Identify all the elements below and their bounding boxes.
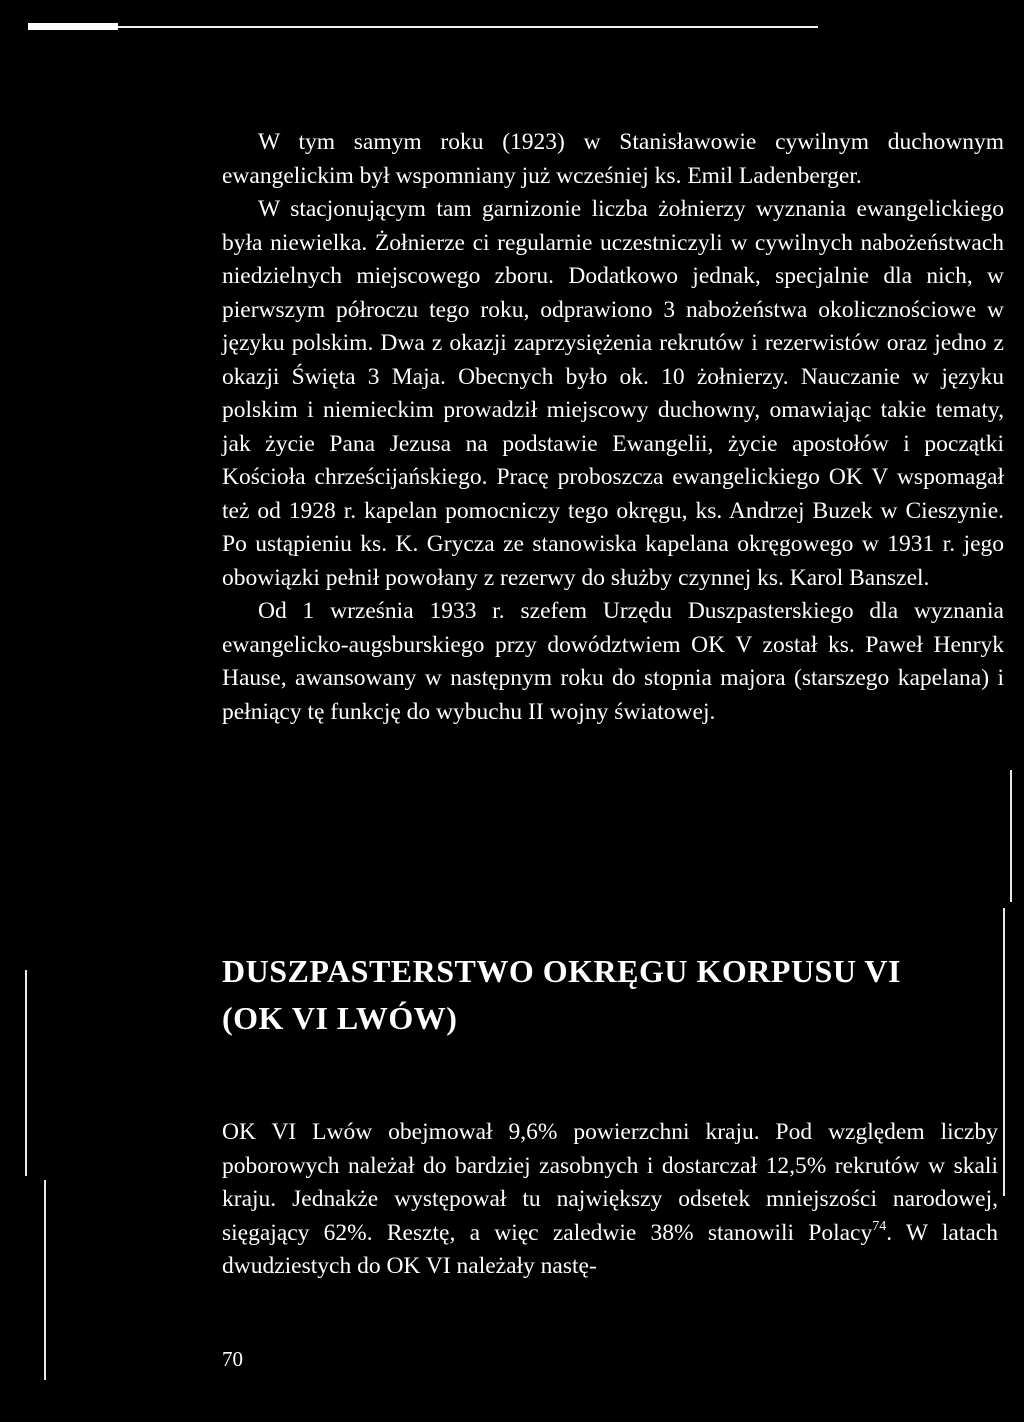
margin-line-right-upper [1010, 770, 1012, 902]
section-heading-line-1: DUSZPASTERSTWO OKRĘGU KORPUSU VI [222, 953, 901, 989]
paragraph-1: W tym samym roku (1923) w Stanisławowie cywilnym duchownym ewangelickim był wspomniany już wcześniej ks. Emil Ladenberger. [222, 129, 1004, 189]
margin-line-left-upper [25, 970, 27, 1176]
paragraph-3: Od 1 września 1933 r. szefem Urzędu Duszpasterskiego dla wyznania ewangelicko-augsburskiego przy dowództwiem OK V został ks. Paweł Henryk Hause, awansowany w następnym roku do stopnia majora (starszego kapelana) i pełniący tę funkcję do wybuchu II wojny światowej. [222, 598, 1004, 725]
body-text-top [222, 126, 1004, 729]
margin-line-right-lower [1003, 908, 1005, 1196]
page-number: 70 [222, 1347, 243, 1371]
top-rule [28, 26, 818, 28]
paragraph-4 [222, 1116, 998, 1284]
section-heading [222, 948, 982, 1042]
paragraph-4-text: OK VI Lwów obejmował 9,6% powierzchni kraju. Pod względem liczby poborowych należał do bardziej zasobnych i dostarczał 12,5% rekrutów w skali kraju. Jednakże występował tu największy odsetek mniejszości narodowej, sięgający 62%. Resztę, a więc zaledwie 38% stanowili Polacy [222, 1119, 998, 1246]
section-heading-line-2: (OK VI LWÓW) [222, 1000, 458, 1036]
body-text-bottom [222, 1116, 998, 1284]
margin-line-left-lower [44, 1180, 46, 1380]
paragraph-4-continuation: . W latach dwudziestych do OK VI należały nastę- [222, 1219, 998, 1279]
footnote-reference[interactable]: 74 [872, 1218, 887, 1234]
paragraph-2: W stacjonującym tam garnizonie liczba żołnierzy wyznania ewangelickiego była niewielka. Żołnierze ci regularnie uczestniczyli w cywilnych nabożeństwach niedzielnych miejscowego zboru. Dodatkowo jednak, specjalnie dla nich, w pierwszym półroczu tego roku, odprawiono 3 nabożeństwa okolicznościowe w języku polskim. Dwa z okazji zaprzysiężenia rekrutów i rezerwistów oraz jedno z okazji Święta 3 Maja. Obecnych było ok. 10 żołnierzy. Nauczanie w języku polskim i niemieckim prowadził miejscowy duchowny, omawiając takie tematy, jak życie Pana Jezusa na podstawie Ewangelii, życie apostołów i początki Kościoła chrześcijańskiego. Pracę proboszcza ewangelickiego OK V wspomagał też od 1928 r. kapelan pomocniczy tego okręgu, ks. Andrzej Buzek w Cieszynie. Po ustąpieniu ks. K. Grycza ze stanowiska kapelana okręgowego w 1931 r. jego obowiązki pełnił powołany z rezerwy do służby czynnej ks. Karol Banszel. [222, 196, 1004, 591]
